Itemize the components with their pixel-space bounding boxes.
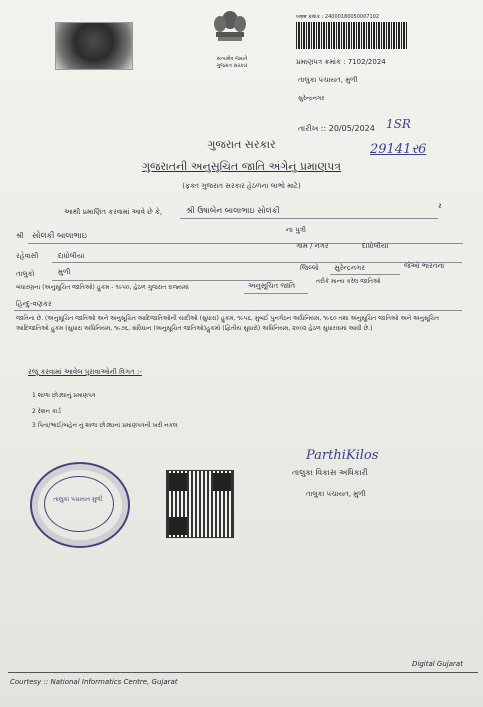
village-label: ગામ / નગર [296, 242, 329, 250]
qr-code [166, 470, 234, 538]
certificate-subtitle: (ફક્ત ગુજરાત સરકાર હેઠળના લાભો માટે) [182, 182, 301, 190]
caste-label: તરીકે માન્ય કરેલ જાતિઓ [316, 278, 381, 285]
state-label: જેઓ ભારતના [404, 262, 445, 270]
emblem-caption: સત્યમેવ જયતે [216, 56, 248, 62]
district-value: સુરેન્દ્રનગર [334, 264, 365, 272]
documents-heading: રજૂ કરવામાં આવેલ પુરાવાઓની વિગત :- [28, 368, 142, 376]
document-item: 2 રેશન કાર્ડ [32, 408, 61, 415]
footer-right: Digital Gujarat [412, 660, 463, 668]
certify-text: આથી પ્રમાણિત કરવામાં આવે છે કે, [64, 208, 163, 216]
order-text: બંધારણના (અનુસૂચિત જાતિઓ) હુકમ - ૧૯૫૦, હેઠળ ગુજરાત રાજ્યમાં [16, 284, 189, 291]
resident-label: રહેવાસી [16, 252, 39, 260]
applicant-photo [55, 22, 133, 70]
father-name: સોલંકી બાલાભાઇ [32, 231, 87, 240]
caste-value: હિન્દુ-વણકર [16, 300, 52, 308]
government-heading: ગુજરાત સરકાર [207, 138, 276, 151]
applicant-name: શ્રી ઉષાબેન બાલાભાઇ સોલંકી [186, 206, 280, 215]
handwritten-note-2: 29141ર6 [370, 142, 427, 157]
application-number: ਅਰਜ਼ ક્રમાંક : 24000180050007102 [296, 14, 380, 20]
barcode [296, 22, 408, 49]
signature: ParthiKilos [306, 448, 379, 463]
taluka-label: તાલુકો [16, 270, 35, 278]
stamp-text: તાલુકા પંચાયત મુળી [53, 496, 103, 503]
document-item: 3 પિતા/ભાઈ/બહેન નું શાળા છોડ્યાનાં પ્રમાણપત્રની ખરી નકલ [32, 422, 178, 429]
shri-label: શ્રી [16, 232, 24, 240]
district-label: જિલ્લો [300, 264, 319, 272]
certificate-number-label: પ્રમાણપત્ર ક્રમાંક : 7102/2024 [296, 58, 386, 66]
signatory-title: તાલુકા વિકાસ અધિકારી [292, 468, 368, 477]
footer-courtesy: Courtesy :: National Informatics Centre, Gujarat [10, 678, 178, 686]
certificate-number: 7102/2024 [347, 58, 386, 66]
official-stamp-inner [44, 476, 114, 532]
taluka-value: મુળી [58, 268, 71, 276]
district-handwritten: સુરેન્દ્રનગર [298, 95, 325, 102]
signatory-office: તાલુકા પંચાયત, મુળી [306, 490, 366, 498]
legal-paragraph: જાતિના છે. (અનુસૂચિત જાતિઓ અને અનુસૂચિત આદિજાતિઓની યાદીઓ (સુધારા) હુકમ, ૧૯૫૬, મુંબઈ પુનર્ગઠન અધિનિયમ, ૧૯૬૦ તથા અનુસૂચિત જાતિઓ અને અનુસૂચિત આદિજાતિઓ હુકમ (સુધારા અધિનિયમ, ૧૯૭૬, સંવિધાન (અનુસૂચિત જાતિઓ)હુકમો (દ્વિતીય સુધારો) અધિનિયમ, ૨૦૦૨ હેઠળ સુધારવામાં આવી છે.) [16, 315, 439, 332]
village-value: દાધોલીયા [362, 242, 389, 250]
document-item: 1 શાળા છોડ્યાનું પ્રમાણપત્ર [32, 392, 96, 399]
relation-text: ના પુત્રી [286, 226, 307, 234]
category-value: અનુસૂચિત જાતિ [248, 282, 296, 290]
issue-date: તારીખ :: 20/05/2024 [298, 124, 375, 133]
handwritten-note-1: 1SR [386, 117, 411, 131]
state-emblem-icon [208, 8, 252, 56]
line1-suffix: ર [438, 202, 442, 210]
resident-value: દાધોલીયા [58, 252, 85, 260]
issuing-office: તાલુકા પંચાયત, મુળી [298, 76, 358, 84]
certificate-title: ગુજરાતની અનુસૂચિત જાતિ અંગેનું પ્રમાણપત્ર [141, 160, 342, 173]
emblem-caption-2: ગુજરાત સરકાર [216, 63, 248, 69]
